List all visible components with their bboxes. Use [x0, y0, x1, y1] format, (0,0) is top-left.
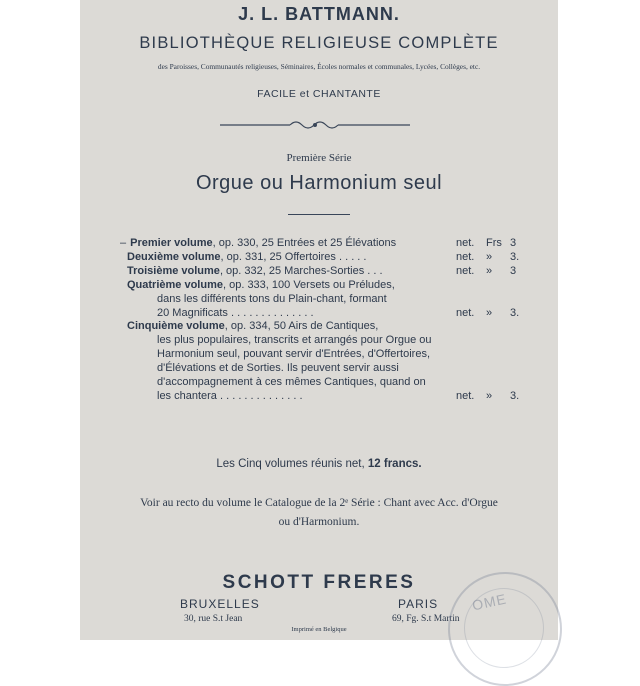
catalogue-note-line1: Voir au recto du volume le Catalogue de la 2ᵉ Série : Chant avec Acc. d'Orgue: [140, 497, 498, 509]
volume-title: Deuxième volume: [127, 250, 221, 263]
volume-text: les plus populaires, transcrits et arrangés pour Orgue ou: [157, 334, 432, 347]
volume-text: Harmonium seul, pouvant servir d'Entrées, d'Offertoires,: [157, 348, 431, 361]
volume-text: 20 Magnificats . . . . . . . . . . . . . .: [157, 306, 314, 319]
catalogue-note-line2: ou d'Harmonium.: [278, 516, 360, 528]
volume-description-line: [157, 307, 314, 320]
volume-title: Quatrième volume: [127, 278, 223, 291]
price-price: 3.: [510, 306, 520, 319]
volume-title: Troisième volume: [127, 264, 220, 277]
volume-text: , op. 330, 25 Entrées et 25 Élévations: [212, 237, 397, 249]
volume-price: [456, 265, 516, 277]
bundle-summary-text: Les Cinq volumes réunis net,: [216, 458, 368, 470]
style-line: FACILE et CHANTANTE: [257, 88, 381, 100]
price-price: 3.: [510, 250, 520, 263]
series-label: Première Série: [286, 152, 352, 164]
volume-description-line: [157, 348, 430, 361]
printed-in: Imprimé en Belgique: [291, 626, 347, 633]
volume-price: [456, 307, 519, 319]
volume-text: d'Élévations et de Sorties. Ils peuvent servir aussi: [157, 362, 399, 375]
price-currency: Frs: [486, 237, 502, 249]
address-brussels: 30, rue S.t Jean: [184, 614, 243, 624]
volume-title: Cinquième volume: [127, 320, 225, 333]
bundle-summary: [80, 458, 558, 470]
price-price: 3.: [510, 389, 520, 402]
volume-description-line: [157, 293, 387, 306]
price-currency: »: [486, 306, 493, 319]
volume-description-line: [157, 376, 426, 389]
address-paris: 69, Fg. S.t Martin: [392, 614, 460, 624]
volume-entry: [127, 265, 383, 278]
volume-description-line: [157, 334, 432, 347]
volume-price: [456, 237, 516, 249]
title-rule: [288, 214, 350, 215]
price-currency: »: [486, 264, 493, 277]
volume-title: Premier volume: [130, 237, 213, 249]
volume-entry: [120, 237, 396, 250]
volume-entry: [127, 251, 366, 264]
audience-line: des Paroisses, Communautés religieuses, Séminaires, Écoles normales et communales, Lycées, Collèges, etc.: [157, 62, 481, 71]
price-net: net.: [456, 250, 475, 263]
volume-entry: [127, 320, 378, 333]
city-paris: PARIS: [398, 597, 439, 611]
volume-price: [456, 251, 519, 263]
volume-text: d'accompagnement à ces mêmes Cantiques, quand on: [157, 376, 426, 388]
series-title: Orgue ou Harmonium seul: [195, 172, 443, 194]
author-name: J. L. BATTMANN.: [238, 4, 400, 24]
price-price: 3: [510, 264, 517, 277]
price-currency: »: [486, 250, 493, 263]
volume-price: [456, 390, 519, 402]
volume-entry: [127, 279, 395, 292]
volume-description-line: [157, 362, 399, 375]
price-net: net.: [456, 389, 475, 402]
price-net: net.: [456, 264, 475, 277]
price-net: net.: [456, 306, 475, 319]
library-stamp: [448, 572, 562, 686]
price-currency: »: [486, 389, 493, 402]
volume-description-line: [157, 390, 303, 403]
stamp-text: OME: [470, 590, 509, 614]
city-brussels: BRUXELLES: [180, 597, 260, 611]
volume-text: , op. 331, 25 Offertoires . . . . .: [220, 250, 367, 263]
volume-text: les chantera . . . . . . . . . . . . . .: [157, 389, 303, 402]
publisher-name: SCHOTT FRERES: [222, 572, 416, 593]
volume-text: , op. 332, 25 Marches-Sorties . . .: [219, 264, 383, 277]
sheet-music-cover: [80, 0, 558, 640]
bundle-price: 12 francs.: [367, 458, 422, 470]
volume-text: , op. 334, 50 Airs de Cantiques,: [224, 320, 379, 333]
volume-text: dans les différents tons du Plain-chant, formant: [157, 292, 387, 305]
volume-text: , op. 333, 100 Versets ou Préludes,: [222, 278, 395, 291]
price-price: 3: [510, 237, 517, 249]
leader-dash: –: [120, 237, 127, 249]
collection-title: BIBLIOTHÈQUE RELIGIEUSE COMPLÈTE: [139, 34, 499, 52]
ornament-divider-icon: [220, 118, 410, 132]
price-net: net.: [456, 237, 475, 249]
